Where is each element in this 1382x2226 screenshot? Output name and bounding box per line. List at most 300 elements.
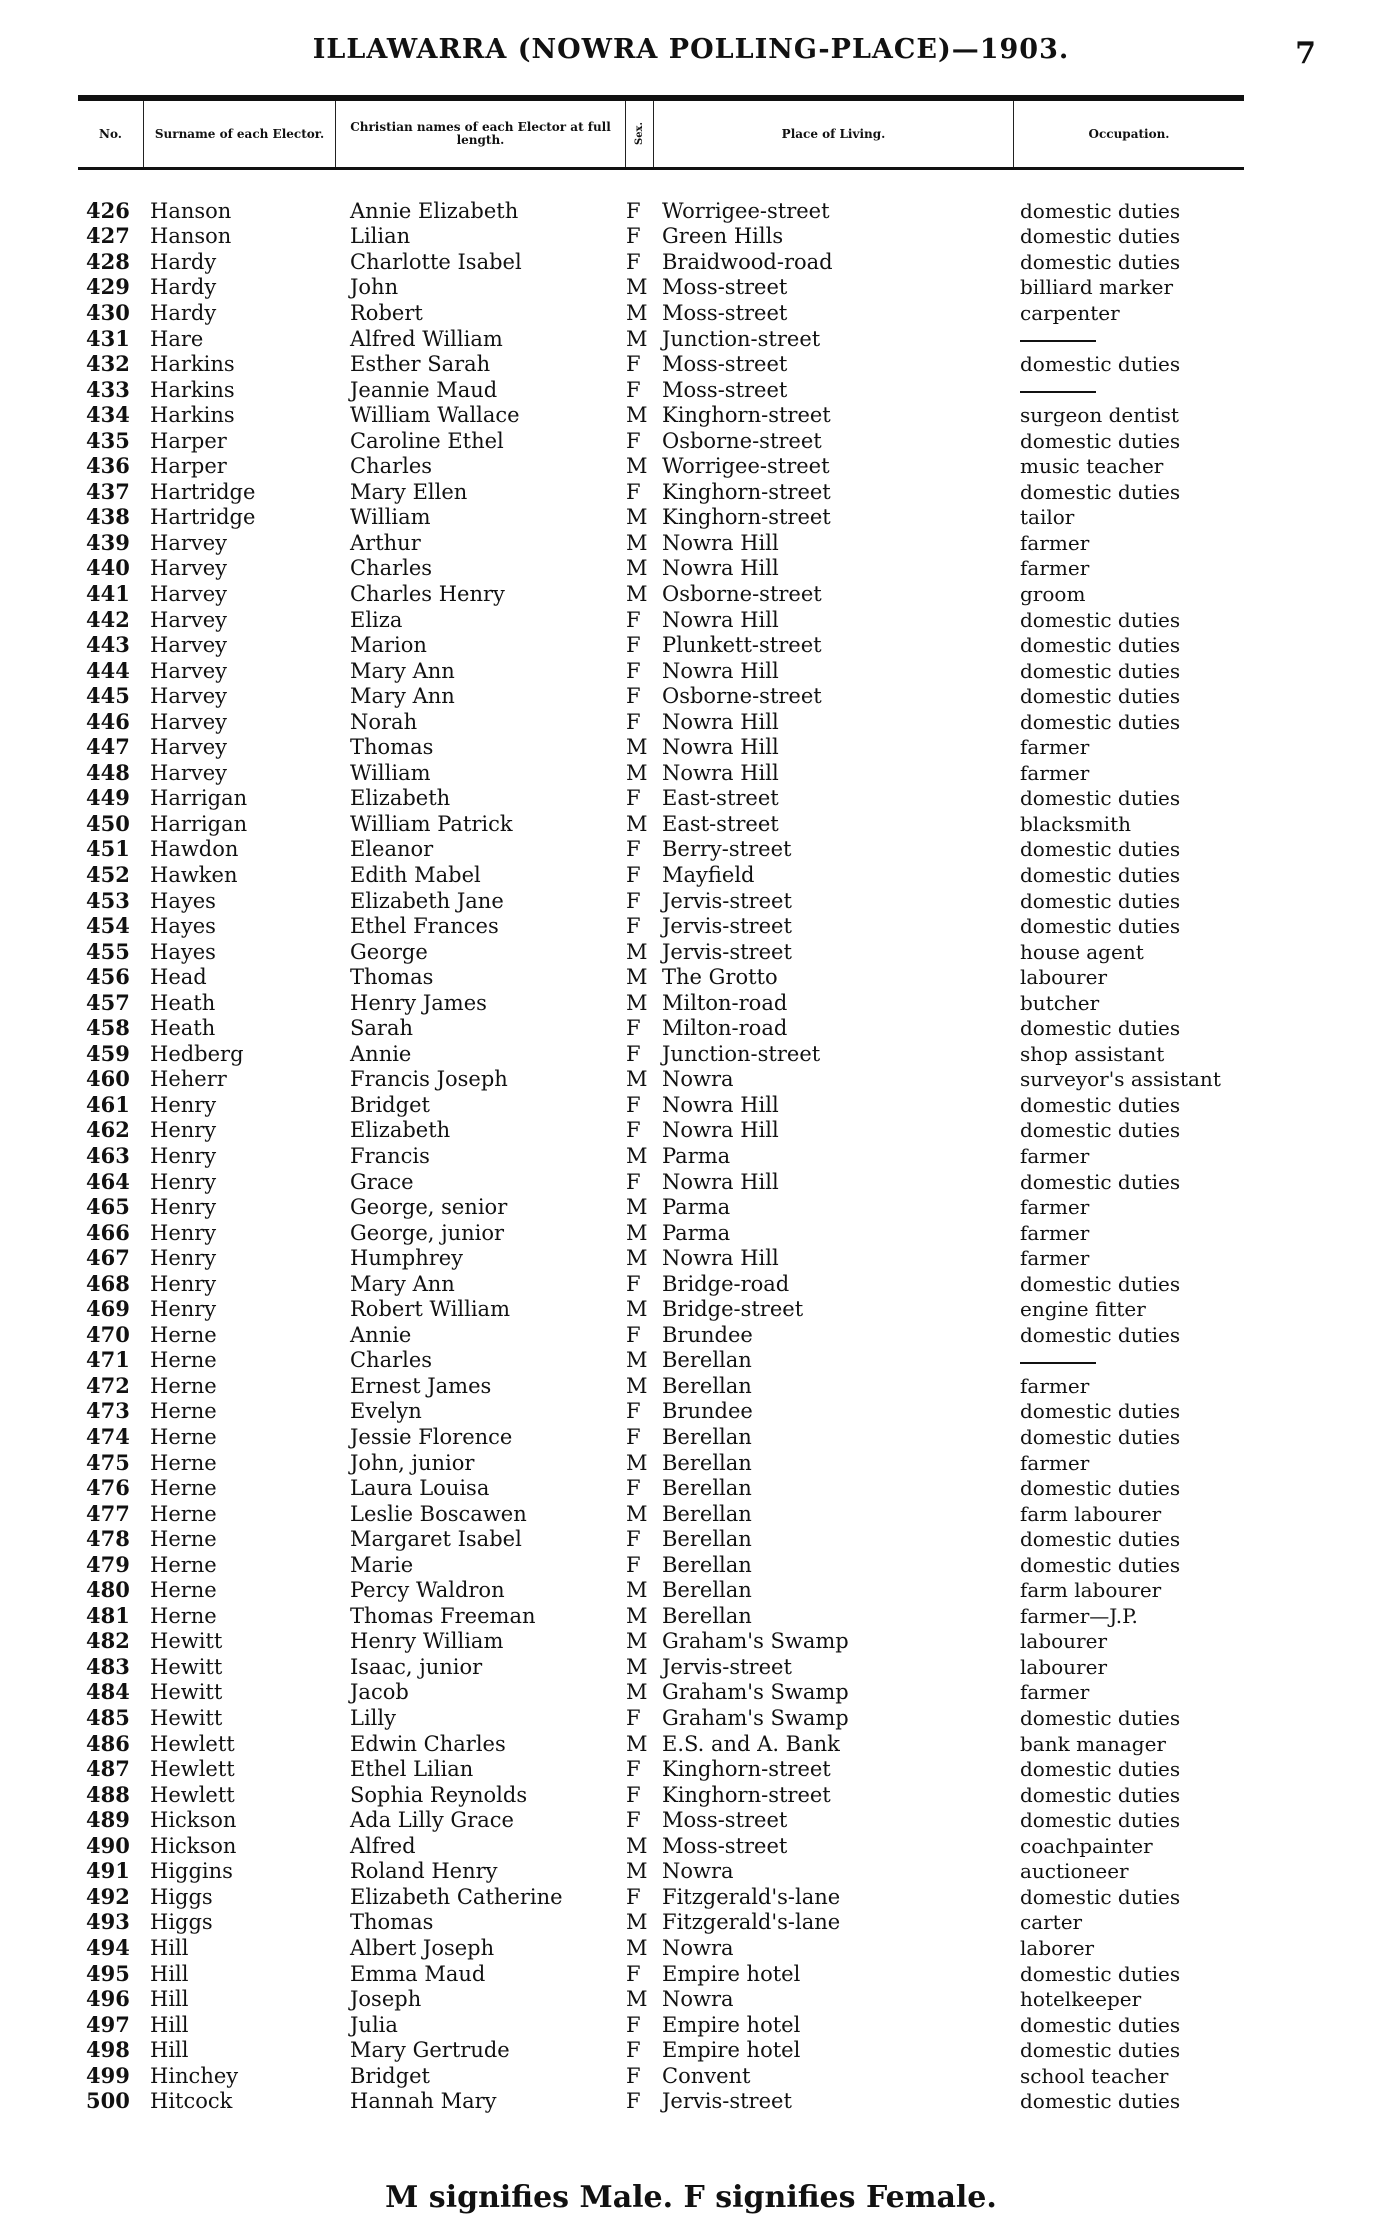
sex: F	[626, 1118, 641, 1143]
elector-number: 456	[86, 965, 130, 990]
place-of-living: Nowra	[662, 1987, 734, 2012]
occupation: domestic duties	[1020, 1961, 1181, 1986]
place-of-living: Berellan	[662, 1450, 752, 1475]
occupation: domestic duties	[1020, 1884, 1181, 1909]
place-of-living: Convent	[662, 2063, 751, 2088]
table-row	[78, 1603, 1244, 1629]
sex: F	[626, 2063, 641, 2088]
occupation: domestic duties	[1020, 658, 1181, 683]
surname: Hitcock	[150, 2089, 233, 2114]
table-row	[78, 2063, 1244, 2089]
place-of-living: Moss-street	[662, 377, 788, 402]
table-row	[78, 1654, 1244, 1680]
place-of-living: Osborne-street	[662, 684, 822, 709]
elector-number: 497	[86, 2012, 130, 2037]
surname: Hewlett	[150, 1782, 235, 1807]
table-row	[78, 1475, 1244, 1501]
elector-number: 466	[86, 1220, 130, 1245]
christian-names: Sophia Reynolds	[350, 1782, 528, 1807]
christian-names: Robert William	[350, 1297, 510, 1322]
surname: Hawken	[150, 862, 238, 887]
surname: Hayes	[150, 914, 216, 939]
sex: M	[626, 1195, 648, 1220]
place-of-living: Parma	[662, 1144, 731, 1168]
surname: Hewitt	[150, 1680, 223, 1705]
occupation: surveyor's assistant	[1020, 1067, 1221, 1092]
place-of-living: Berellan	[662, 1348, 752, 1373]
elector-number: 485	[86, 1706, 130, 1731]
elector-number: 439	[86, 530, 130, 555]
table-row	[78, 326, 1244, 352]
table-row	[78, 632, 1244, 658]
occupation: music teacher	[1020, 454, 1164, 479]
place-of-living: Moss-street	[662, 300, 788, 325]
christian-names: Marion	[350, 633, 427, 658]
occupation: labourer	[1020, 1654, 1108, 1679]
electoral-roll-table	[78, 198, 1244, 2114]
place-of-living: Milton-road	[662, 990, 788, 1015]
christian-names: Arthur	[350, 530, 421, 555]
surname: Harrigan	[150, 811, 248, 836]
elector-number: 441	[86, 581, 130, 606]
surname: Herne	[150, 1373, 217, 1398]
christian-names: George	[350, 939, 428, 964]
occupation: coachpainter	[1020, 1833, 1153, 1858]
place-of-living: Bridge-road	[662, 1271, 790, 1296]
sex: M	[626, 1501, 648, 1526]
place-of-living: East-street	[662, 786, 779, 811]
elector-number: 451	[86, 837, 130, 862]
table-row	[78, 351, 1244, 377]
surname: Hickson	[150, 1808, 237, 1833]
sex: M	[626, 1373, 648, 1398]
place-of-living: Nowra Hill	[662, 735, 779, 760]
surname: Heath	[150, 1016, 216, 1041]
column-header-surname: Surname of each Elector.	[144, 101, 336, 167]
elector-number: 468	[86, 1271, 130, 1296]
elector-number: 427	[86, 224, 130, 249]
table-row	[78, 530, 1244, 556]
surname: Henry	[150, 1092, 217, 1117]
blank-dash	[1020, 1362, 1096, 1364]
occupation: domestic duties	[1020, 786, 1181, 811]
christian-names: Humphrey	[350, 1246, 464, 1271]
surname: Herne	[150, 1399, 217, 1424]
place-of-living: Worrigee-street	[662, 198, 830, 223]
sex: F	[626, 1322, 641, 1347]
elector-number: 495	[86, 1961, 130, 1986]
elector-number: 446	[86, 709, 130, 734]
christian-names: Margaret Isabel	[350, 1527, 522, 1552]
table-row	[78, 1399, 1244, 1425]
place-of-living: Fitzgerald's-lane	[662, 1884, 841, 1909]
occupation: house agent	[1020, 939, 1144, 964]
occupation: domestic duties	[1020, 1118, 1181, 1143]
surname: Hill	[150, 1935, 189, 1960]
surname: Harper	[150, 454, 227, 479]
occupation: domestic duties	[1020, 1399, 1181, 1424]
place-of-living: Nowra Hill	[662, 1169, 779, 1194]
table-row	[78, 1194, 1244, 1220]
christian-names: Charlotte Isabel	[350, 249, 522, 274]
place-of-living: Osborne-street	[662, 428, 822, 453]
table-row	[78, 709, 1244, 735]
christian-names: Jacob	[350, 1680, 409, 1705]
christian-names: Francis	[350, 1144, 430, 1168]
place-of-living: Graham's Swamp	[662, 1706, 849, 1731]
elector-number: 491	[86, 1859, 130, 1884]
occupation: domestic duties	[1020, 479, 1181, 504]
occupation: school teacher	[1020, 2063, 1169, 2088]
table-row	[78, 1143, 1244, 1169]
table-row	[78, 1067, 1244, 1093]
sex: M	[626, 1348, 648, 1373]
place-of-living: Graham's Swamp	[662, 1629, 849, 1654]
occupation: domestic duties	[1020, 862, 1181, 887]
surname: Hill	[150, 2038, 189, 2063]
table-row	[78, 786, 1244, 812]
christian-names: Alfred William	[350, 326, 503, 351]
table-row	[78, 428, 1244, 454]
elector-number: 463	[86, 1144, 130, 1168]
sex: F	[626, 1016, 641, 1041]
occupation: domestic duties	[1020, 888, 1181, 913]
elector-number: 438	[86, 505, 130, 530]
sex: M	[626, 1578, 648, 1603]
christian-names: Eleanor	[350, 837, 434, 862]
christian-names: Leslie Boscawen	[350, 1501, 527, 1526]
sex: M	[626, 403, 648, 428]
column-header-sex-label: Sex.	[634, 122, 645, 146]
christian-names: Norah	[350, 709, 418, 734]
christian-names: Lilly	[350, 1706, 396, 1731]
occupation: hotelkeeper	[1020, 1987, 1142, 2012]
table-header	[78, 101, 1244, 170]
elector-number: 474	[86, 1425, 130, 1450]
sex: F	[626, 1092, 641, 1117]
surname: Hewitt	[150, 1706, 223, 1731]
table-row	[78, 1450, 1244, 1476]
christian-names: Thomas	[350, 965, 434, 990]
sex: F	[626, 658, 641, 683]
place-of-living: Osborne-street	[662, 581, 822, 606]
place-of-living: Jervis-street	[662, 939, 792, 964]
table-row	[78, 1169, 1244, 1195]
elector-number: 458	[86, 1016, 130, 1041]
sex: M	[626, 1935, 648, 1960]
place-of-living: Berellan	[662, 1476, 752, 1501]
surname: Hawdon	[150, 837, 239, 862]
christian-names: William Patrick	[350, 811, 513, 836]
christian-names: Mary Ellen	[350, 479, 468, 504]
occupation: domestic duties	[1020, 607, 1181, 632]
sex: F	[626, 1041, 641, 1066]
occupation: domestic duties	[1020, 837, 1181, 862]
christian-names: Henry William	[350, 1629, 504, 1654]
occupation: farmer	[1020, 1680, 1090, 1705]
surname: Head	[150, 965, 207, 990]
table-row	[78, 2037, 1244, 2063]
surname: Henry	[150, 1118, 217, 1143]
place-of-living: Worrigee-street	[662, 454, 830, 479]
christian-names: Grace	[350, 1169, 414, 1194]
occupation: auctioneer	[1020, 1859, 1129, 1884]
table-row	[78, 1501, 1244, 1527]
occupation: domestic duties	[1020, 2089, 1181, 2114]
place-of-living: Brundee	[662, 1399, 753, 1424]
table-row	[78, 2012, 1244, 2038]
surname: Higgs	[150, 1884, 213, 1909]
sex: M	[626, 1603, 648, 1628]
table-row	[78, 505, 1244, 531]
sex: F	[626, 684, 641, 709]
surname: Harvey	[150, 709, 228, 734]
elector-number: 479	[86, 1552, 130, 1577]
elector-number: 449	[86, 786, 130, 811]
surname: Herne	[150, 1348, 217, 1373]
place-of-living: Mayfield	[662, 862, 755, 887]
christian-names: Eliza	[350, 607, 403, 632]
place-of-living: Braidwood-road	[662, 249, 833, 274]
occupation: domestic duties	[1020, 1782, 1181, 1807]
surname: Harkins	[150, 377, 235, 402]
surname: Henry	[150, 1195, 217, 1220]
place-of-living: Nowra	[662, 1859, 734, 1884]
surname: Henry	[150, 1271, 217, 1296]
occupation: butcher	[1020, 990, 1100, 1015]
occupation: farm labourer	[1020, 1501, 1162, 1526]
table-row	[78, 1986, 1244, 2012]
occupation: domestic duties	[1020, 1476, 1181, 1501]
place-of-living: Plunkett-street	[662, 633, 822, 658]
sex: M	[626, 1067, 648, 1092]
surname: Hewitt	[150, 1654, 223, 1679]
column-header-sex	[626, 101, 654, 167]
table-row	[78, 658, 1244, 684]
table-row	[78, 837, 1244, 863]
christian-names: Francis Joseph	[350, 1067, 508, 1092]
elector-number: 461	[86, 1092, 130, 1117]
table-row	[78, 402, 1244, 428]
elector-number: 465	[86, 1195, 130, 1220]
footer-legend: M signifies Male. F signifies Female.	[385, 2180, 997, 2215]
sex: M	[626, 1910, 648, 1935]
table-row	[78, 1756, 1244, 1782]
table-row	[78, 734, 1244, 760]
occupation: domestic duties	[1020, 1527, 1181, 1552]
occupation: labourer	[1020, 1629, 1108, 1654]
surname: Hedberg	[150, 1041, 244, 1066]
occupation: farmer	[1020, 735, 1090, 760]
elector-number: 434	[86, 403, 130, 428]
place-of-living: Moss-street	[662, 1808, 788, 1833]
occupation: farm labourer	[1020, 1578, 1162, 1603]
sex: M	[626, 1680, 648, 1705]
sex: M	[626, 1833, 648, 1858]
sex: M	[626, 581, 648, 606]
elector-number: 460	[86, 1067, 130, 1092]
christian-names: Jessie Florence	[350, 1425, 513, 1450]
table-row	[78, 939, 1244, 965]
christian-names: John, junior	[350, 1450, 475, 1475]
sex: F	[626, 1399, 641, 1424]
sex: M	[626, 1144, 648, 1168]
sex: F	[626, 377, 641, 402]
christian-names: John	[350, 275, 399, 300]
christian-names: Annie	[350, 1041, 412, 1066]
place-of-living: Junction-street	[662, 1041, 821, 1066]
elector-number: 486	[86, 1731, 130, 1756]
sex: M	[626, 275, 648, 300]
surname: Harvey	[150, 530, 228, 555]
place-of-living: Moss-street	[662, 275, 788, 300]
elector-number: 462	[86, 1118, 130, 1143]
place-of-living: Moss-street	[662, 352, 788, 377]
elector-number: 433	[86, 377, 130, 402]
occupation: domestic duties	[1020, 633, 1181, 658]
sex: F	[626, 837, 641, 862]
christian-names: Ethel Lilian	[350, 1757, 474, 1782]
christian-names: Joseph	[350, 1987, 422, 2012]
christian-names: Bridget	[350, 1092, 430, 1117]
elector-number: 431	[86, 326, 130, 351]
occupation: farmer	[1020, 556, 1090, 581]
elector-number: 452	[86, 862, 130, 887]
table-row	[78, 1833, 1244, 1859]
elector-number: 496	[86, 1987, 130, 2012]
table-row	[78, 224, 1244, 250]
christian-names: Ada Lilly Grace	[350, 1808, 514, 1833]
table-row	[78, 1322, 1244, 1348]
table-row	[78, 377, 1244, 403]
sex: F	[626, 1808, 641, 1833]
place-of-living: Berellan	[662, 1373, 752, 1398]
table-row	[78, 198, 1244, 224]
surname: Heath	[150, 990, 216, 1015]
surname: Hardy	[150, 300, 217, 325]
occupation: farmer	[1020, 760, 1090, 785]
table-row	[78, 913, 1244, 939]
occupation: domestic duties	[1020, 2012, 1181, 2037]
sex: M	[626, 811, 648, 836]
place-of-living: Brundee	[662, 1322, 753, 1347]
sex: F	[626, 862, 641, 887]
place-of-living: Fitzgerald's-lane	[662, 1910, 841, 1935]
surname: Higgins	[150, 1859, 233, 1884]
elector-number: 443	[86, 633, 130, 658]
christian-names: Mary Ann	[350, 684, 455, 709]
table-row	[78, 1705, 1244, 1731]
occupation	[1014, 378, 1244, 402]
place-of-living: Kinghorn-street	[662, 1782, 831, 1807]
sex: M	[626, 556, 648, 581]
occupation: farmer—J.P.	[1020, 1603, 1138, 1628]
sex: F	[626, 352, 641, 377]
table-row	[78, 1041, 1244, 1067]
table-row	[78, 1782, 1244, 1808]
surname: Henry	[150, 1220, 217, 1245]
occupation: domestic duties	[1020, 1425, 1181, 1450]
occupation: domestic duties	[1020, 1271, 1181, 1296]
christian-names: Charles Henry	[350, 581, 505, 606]
christian-names: Lilian	[350, 224, 411, 249]
elector-number: 499	[86, 2063, 130, 2088]
elector-number: 500	[86, 2089, 130, 2114]
elector-number: 498	[86, 2038, 130, 2063]
table-row	[78, 1424, 1244, 1450]
place-of-living: Nowra	[662, 1067, 734, 1092]
surname: Hewlett	[150, 1757, 235, 1782]
elector-number: 429	[86, 275, 130, 300]
surname: Hare	[150, 326, 204, 351]
table-row	[78, 2088, 1244, 2114]
occupation: laborer	[1020, 1935, 1095, 1960]
place-of-living: Empire hotel	[662, 2038, 801, 2063]
place-of-living: Kinghorn-street	[662, 505, 831, 530]
place-of-living: Kinghorn-street	[662, 479, 831, 504]
occupation: domestic duties	[1020, 224, 1181, 249]
place-of-living: Nowra Hill	[662, 709, 779, 734]
elector-number: 426	[86, 198, 130, 223]
sex: F	[626, 249, 641, 274]
christian-names: Percy Waldron	[350, 1578, 505, 1603]
elector-number: 489	[86, 1808, 130, 1833]
sex: F	[626, 1961, 641, 1986]
elector-number: 432	[86, 352, 130, 377]
elector-number: 436	[86, 454, 130, 479]
christian-names: Hannah Mary	[350, 2089, 497, 2114]
elector-number: 470	[86, 1322, 130, 1347]
place-of-living: Nowra Hill	[662, 530, 779, 555]
christian-names: William	[350, 760, 431, 785]
sex: M	[626, 1731, 648, 1756]
elector-number: 455	[86, 939, 130, 964]
place-of-living: Junction-street	[662, 326, 821, 351]
christian-names: Henry James	[350, 990, 487, 1015]
elector-number: 453	[86, 888, 130, 913]
elector-number: 488	[86, 1782, 130, 1807]
surname: Hinchey	[150, 2063, 239, 2088]
occupation: farmer	[1020, 1373, 1090, 1398]
table-row	[78, 1373, 1244, 1399]
occupation: domestic duties	[1020, 249, 1181, 274]
christian-names: Albert Joseph	[350, 1935, 495, 1960]
sex: F	[626, 479, 641, 504]
elector-number: 490	[86, 1833, 130, 1858]
sex: M	[626, 939, 648, 964]
sex: M	[626, 1629, 648, 1654]
occupation: domestic duties	[1020, 1169, 1181, 1194]
table-row	[78, 300, 1244, 326]
elector-number: 448	[86, 760, 130, 785]
place-of-living: Berellan	[662, 1603, 752, 1628]
place-of-living: Jervis-street	[662, 888, 792, 913]
place-of-living: Nowra	[662, 1935, 734, 1960]
page-number: 7	[1295, 36, 1316, 71]
place-of-living: Jervis-street	[662, 914, 792, 939]
sex: M	[626, 530, 648, 555]
elector-number: 494	[86, 1935, 130, 1960]
table-row	[78, 275, 1244, 301]
sex: F	[626, 1271, 641, 1296]
surname: Harvey	[150, 658, 228, 683]
sex: F	[626, 2038, 641, 2063]
occupation: farmer	[1020, 530, 1090, 555]
christian-names: Evelyn	[350, 1399, 422, 1424]
elector-number: 440	[86, 556, 130, 581]
surname: Harvey	[150, 684, 228, 709]
table-row	[78, 1348, 1244, 1374]
